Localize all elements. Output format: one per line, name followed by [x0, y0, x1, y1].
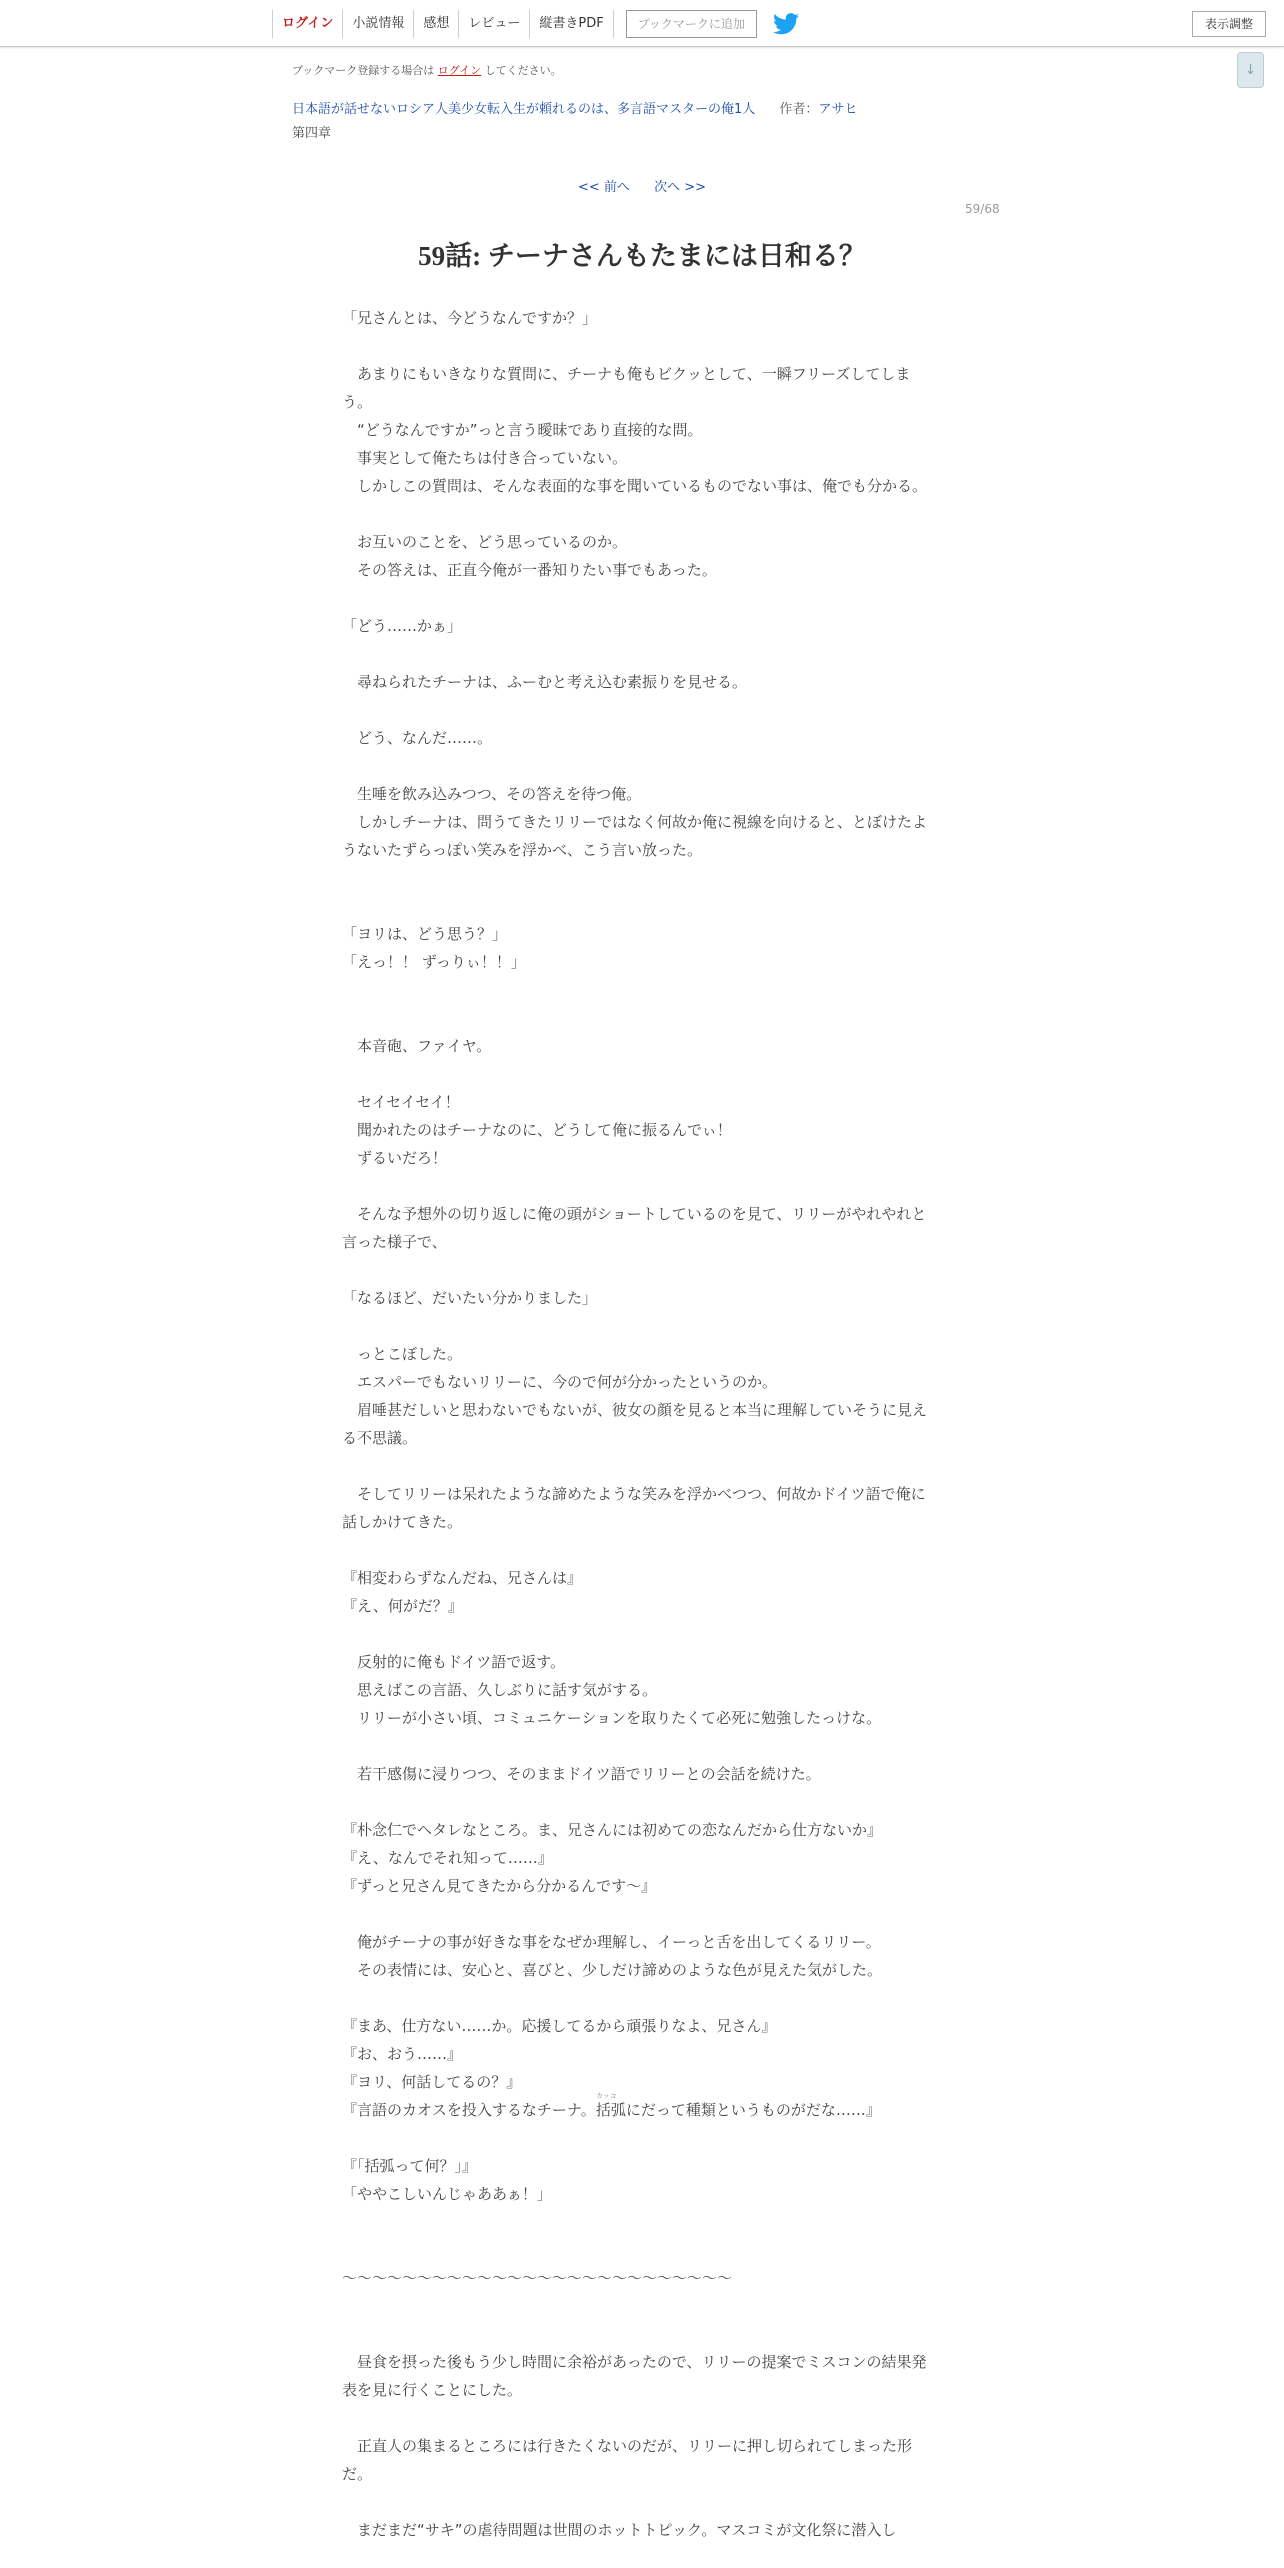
- main-nav: [272, 9, 799, 39]
- notice-suffix: してください。: [484, 64, 562, 77]
- paragraph: まだまだ“サキ”の虐待問題は世間のホットトピック。マスコミが文化祭に潜入し: [342, 2521, 897, 2539]
- notice-prefix: ブックマーク登録する場合は: [292, 64, 435, 77]
- paragraph: 思えばこの言語、久しぶりに話す気がする。: [342, 1681, 658, 1699]
- top-navigation-bar: [0, 0, 1284, 47]
- paragraph: エスパーでもないリリーに、今ので何が分かったというのか。: [342, 1373, 778, 1391]
- add-bookmark-button[interactable]: ブックマークに追加: [626, 10, 757, 38]
- paragraph: 『え、なんでそれ知って……』: [342, 1849, 553, 1867]
- author-label: 作者：: [779, 102, 819, 117]
- paragraph: あまりにもいきなりな質問に、チーナも俺もビクッとして、一瞬フリーズしてしまう。: [342, 365, 911, 411]
- prev-episode-link[interactable]: << 前へ: [578, 180, 630, 195]
- paragraph: お互いのことを、どう思っているのか。: [342, 533, 628, 551]
- paragraph: 正直人の集まるところには行きたくないのだが、リリーに押し切られてしまった形だ。: [342, 2437, 913, 2483]
- paragraph: 若干感傷に浸りつつ、そのままドイツ語でリリーとの会話を続けた。: [342, 1765, 821, 1783]
- paragraph: 『相変わらずなんだね、兄さんは』: [342, 1569, 583, 1587]
- impressions-link[interactable]: 感想: [413, 10, 458, 38]
- paragraph: 『朴念仁でヘタレなところ。ま、兄さんには初めての恋なんだから仕方ないか』: [342, 1821, 883, 1839]
- paragraph: 「ヨリは、どう思う？」: [342, 925, 508, 943]
- ruby-line-start: 『言語のカオスを投入するなチーナ。: [342, 2101, 596, 2119]
- paragraph: 生唾を飲み込みつつ、その答えを待つ俺。: [342, 785, 642, 803]
- scroll-down-button[interactable]: ↓: [1237, 52, 1264, 88]
- paragraph: どう、なんだ……。: [342, 729, 493, 747]
- paragraph: 「兄さんとは、今どうなんですか？」: [342, 309, 598, 327]
- paragraph: 『ずっと兄さん見てきたから分かるんです〜』: [342, 1877, 657, 1895]
- paragraph: 事実として俺たちは付き合っていない。: [342, 449, 628, 467]
- paragraph: 「なるほど、だいたい分かりました」: [342, 1289, 598, 1307]
- paragraph: リリーが小さい頃、コミュニケーションを取りたくて必死に勉強したっけな。: [342, 1709, 882, 1727]
- vertical-pdf-link[interactable]: 縦書きPDF: [529, 10, 613, 38]
- paragraph: 俺がチーナの事が好きな事をなぜか理解し、イーっと舌を出してくるリリー。: [342, 1933, 881, 1951]
- paragraph: っとこぼした。: [342, 1345, 463, 1363]
- paragraph: 昼食を摂った後もう少し時間に余裕があったので、リリーの提案でミスコンの結果発表を見に行くことにした。: [342, 2353, 927, 2399]
- paragraph: 「ややこしいんじゃああぁ！」: [342, 2185, 552, 2203]
- ruby-line-end: にだって種類というものがだな……』: [625, 2101, 881, 2119]
- chapter-title: 第四章: [292, 126, 332, 141]
- paragraph: 本音砲、ファイヤ。: [342, 1037, 492, 1055]
- novel-title-link[interactable]: 日本語が話せないロシア人美少女転入生が頼れるのは、多言語マスターの俺1人: [292, 102, 756, 117]
- paragraph: そしてリリーは呆れたような諦めたような笑みを浮かべつつ、何故かドイツ語で俺に話しかけてきた。: [342, 1485, 926, 1531]
- page-number: 59/68: [965, 202, 1000, 216]
- twitter-icon[interactable]: [773, 13, 799, 35]
- scene-divider: ～～～～～～～～～～～～～～～～～～～～～～～～～～: [342, 2269, 733, 2287]
- login-link[interactable]: ログイン: [272, 10, 342, 38]
- paragraph: “どうなんですか”っと言う曖昧であり直接的な問。: [342, 421, 703, 439]
- episode-title: 59話: チーナさんもたまには日和る？: [418, 241, 866, 271]
- paragraph-with-ruby: [342, 2092, 936, 2124]
- paragraph: しかしチーナは、問うてきたリリーではなく何故か俺に視線を向けると、とぼけたようないたずらっぽい笑みを浮かべ、こう言い放った。: [342, 813, 928, 859]
- episode-body: [342, 304, 936, 2544]
- paragraph: 眉唾甚だしいと思わないでもないが、彼女の顔を見ると本当に理解していそうに見える不思議。: [342, 1401, 928, 1447]
- paragraph: 『「括弧って何？」』: [342, 2157, 478, 2175]
- author-link[interactable]: アサヒ: [818, 102, 858, 117]
- paragraph: ずるいだろ！: [342, 1149, 448, 1167]
- paragraph: 尋ねられたチーナは、ふーむと考え込む素振りを見せる。: [342, 673, 748, 691]
- novel-header: [292, 98, 857, 117]
- display-settings-button[interactable]: 表示調整: [1192, 11, 1266, 37]
- paragraph: 『お、おう……』: [342, 2045, 463, 2063]
- paragraph: しかしこの質問は、そんな表面的な事を聞いているものでない事は、俺でも分かる。: [342, 477, 928, 495]
- ruby-text: カッコ: [595, 2092, 617, 2100]
- paragraph: 「えっ！！ ずっりぃ！！」: [342, 953, 526, 971]
- paragraph: 「どう……かぁ」: [342, 617, 463, 635]
- paragraph: 『ヨリ、何話してるの？』: [342, 2073, 522, 2091]
- next-episode-link[interactable]: 次へ >>: [654, 180, 706, 195]
- paragraph: 反射的に俺もドイツ語で返す。: [342, 1653, 566, 1671]
- paragraph: その答えは、正直今俺が一番知りたい事でもあった。: [342, 561, 717, 579]
- ruby-word: [595, 2092, 626, 2119]
- paragraph: 『え、何がだ？』: [342, 1597, 463, 1615]
- episode-pager: [0, 176, 1284, 195]
- ruby-base: 括弧: [595, 2101, 626, 2119]
- review-link[interactable]: レビュー: [458, 10, 529, 38]
- bookmark-login-notice: [292, 62, 562, 78]
- paragraph: 聞かれたのはチーナなのに、どうして俺に振るんでぃ！: [342, 1121, 732, 1139]
- paragraph: 『まあ、仕方ない……か。応援してるから頑張りなよ、兄さん』: [342, 2017, 777, 2035]
- paragraph: そんな予想外の切り返しに俺の頭がショートしているのを見て、リリーがやれやれと言った様子で、: [342, 1205, 927, 1251]
- notice-login-link[interactable]: ログイン: [437, 64, 482, 77]
- novel-info-link[interactable]: 小説情報: [342, 10, 413, 38]
- paragraph: その表情には、安心と、喜びと、少しだけ諦めのような色が見えた気がした。: [342, 1961, 883, 1979]
- paragraph: セイセイセイ！: [342, 1093, 460, 1111]
